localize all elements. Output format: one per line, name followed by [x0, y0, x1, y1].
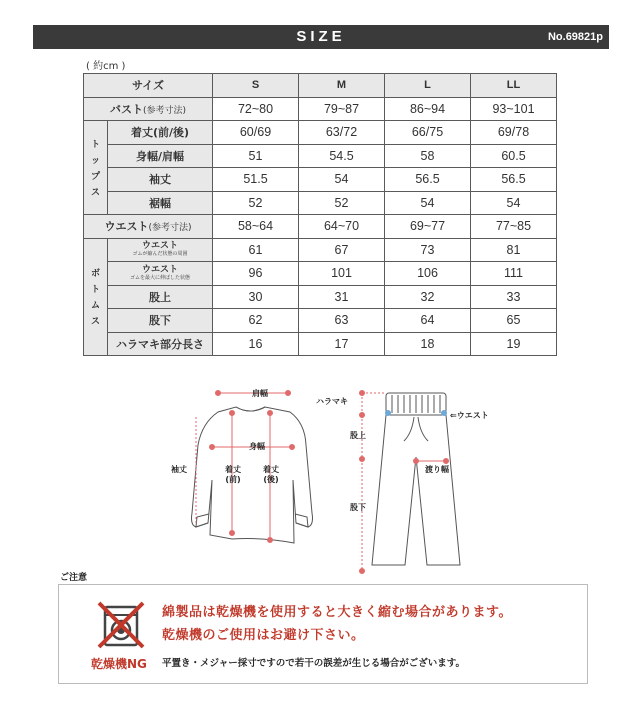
dryer-ng-label: 乾燥機NG — [91, 657, 147, 671]
top-garment-illustration — [192, 407, 313, 543]
size-header-s: S — [213, 74, 299, 98]
label-waist: ⇐ウエスト — [450, 411, 489, 420]
table-cell: 79~87 — [299, 97, 385, 121]
table-cell: 64 — [385, 309, 471, 333]
table-cell: 60/69 — [213, 121, 299, 145]
size-header-ll: LL — [471, 74, 557, 98]
table-cell: 54 — [471, 191, 557, 215]
table-cell: 96 — [213, 262, 299, 286]
table-cell: 56.5 — [385, 168, 471, 192]
table-cell: 16 — [213, 332, 299, 356]
table-cell: 73 — [385, 238, 471, 262]
table-cell: 101 — [299, 262, 385, 286]
size-header-l: L — [385, 74, 471, 98]
table-cell: 69~77 — [385, 215, 471, 239]
table-row — [84, 238, 557, 262]
table-cell: 60.5 — [471, 144, 557, 168]
warning-line-3: 平置き・メジャー採寸ですので若干の誤差が生じる場合がございます。 — [162, 658, 466, 669]
table-row — [84, 97, 557, 121]
table-row — [84, 144, 557, 168]
unit-note: ( 約cm ) — [86, 61, 126, 72]
table-cell: 19 — [471, 332, 557, 356]
table-cell: 61 — [213, 238, 299, 262]
table-cell: 31 — [299, 285, 385, 309]
table-row — [84, 121, 557, 145]
table-cell: 52 — [213, 191, 299, 215]
product-number: No.69821p — [547, 31, 603, 43]
bottoms-rise-label: 股上 — [108, 285, 213, 309]
measurement-diagram — [0, 385, 640, 580]
table-cell: 111 — [471, 262, 557, 286]
table-cell: 33 — [471, 285, 557, 309]
corner-cell: サイズ — [84, 74, 213, 98]
no-dryer-icon — [93, 597, 149, 653]
table-cell: 72~80 — [213, 97, 299, 121]
label-rise: 股上 — [350, 431, 366, 440]
warning-line-2: 乾燥機のご使用はお避け下さい。 — [162, 628, 365, 643]
label-sleeve: 袖丈 — [171, 465, 187, 474]
table-cell: 51.5 — [213, 168, 299, 192]
table-row — [84, 215, 557, 239]
size-banner — [33, 25, 609, 49]
label-body-width: 身幅 — [249, 442, 265, 451]
bottoms-waist-stretched-label: ウエスト ゴムを最大に伸ばした状態 — [108, 262, 213, 286]
table-row — [84, 262, 557, 286]
bottoms-inseam-label: 股下 — [108, 309, 213, 333]
table-row — [84, 285, 557, 309]
label-haramaki: ハラマキ — [316, 397, 348, 406]
table-row — [84, 168, 557, 192]
tops-width-label: 身幅/肩幅 — [108, 144, 213, 168]
label-length-front: 着丈 (前) — [225, 465, 241, 484]
label-hem-width: 渡り幅 — [425, 465, 449, 474]
table-cell: 93~101 — [471, 97, 557, 121]
tops-sleeve-label: 袖丈 — [108, 168, 213, 192]
table-cell: 66/75 — [385, 121, 471, 145]
label-inseam: 股下 — [350, 503, 366, 512]
label-shoulder: 肩幅 — [252, 389, 268, 398]
table-cell: 54.5 — [299, 144, 385, 168]
table-cell: 18 — [385, 332, 471, 356]
table-cell: 86~94 — [385, 97, 471, 121]
table-cell: 17 — [299, 332, 385, 356]
table-cell: 69/78 — [471, 121, 557, 145]
pants-measure-lines — [360, 391, 449, 574]
table-cell: 65 — [471, 309, 557, 333]
waist-label: ウエスト(参考寸法) — [84, 215, 213, 239]
table-cell: 58~64 — [213, 215, 299, 239]
table-cell: 52 — [299, 191, 385, 215]
table-cell: 30 — [213, 285, 299, 309]
tops-hem-label: 裾幅 — [108, 191, 213, 215]
table-cell: 62 — [213, 309, 299, 333]
pants-illustration — [372, 393, 460, 565]
table-cell: 32 — [385, 285, 471, 309]
bottoms-waist-relaxed-label: ウエスト ゴムが縮んだ状態の周囲 — [108, 238, 213, 262]
size-table — [83, 73, 557, 356]
table-cell: 81 — [471, 238, 557, 262]
bust-label: バスト(参考寸法) — [84, 97, 213, 121]
warning-line-1: 綿製品は乾燥機を使用すると大きく縮む場合があります。 — [162, 605, 512, 620]
bottoms-group-label: ボ ト ム ス — [84, 238, 108, 356]
table-row — [84, 332, 557, 356]
table-cell: 77~85 — [471, 215, 557, 239]
label-length-back: 着丈 (後) — [263, 465, 279, 484]
table-row — [84, 191, 557, 215]
table-cell: 54 — [299, 168, 385, 192]
table-row — [84, 309, 557, 333]
tops-group-label: ト ッ プ ス — [84, 121, 108, 215]
tops-length-label: 着丈(前/後) — [108, 121, 213, 145]
banner-title: SIZE — [296, 28, 346, 45]
table-cell: 51 — [213, 144, 299, 168]
bottoms-haramaki-label: ハラマキ部分長さ — [108, 332, 213, 356]
table-cell: 63/72 — [299, 121, 385, 145]
table-cell: 63 — [299, 309, 385, 333]
table-cell: 106 — [385, 262, 471, 286]
table-cell: 58 — [385, 144, 471, 168]
size-header-m: M — [299, 74, 385, 98]
table-cell: 67 — [299, 238, 385, 262]
table-header-row — [84, 74, 557, 98]
table-cell: 54 — [385, 191, 471, 215]
table-cell: 64~70 — [299, 215, 385, 239]
table-cell: 56.5 — [471, 168, 557, 192]
notice-box — [58, 584, 588, 684]
notice-title: ご注意 — [60, 573, 88, 583]
